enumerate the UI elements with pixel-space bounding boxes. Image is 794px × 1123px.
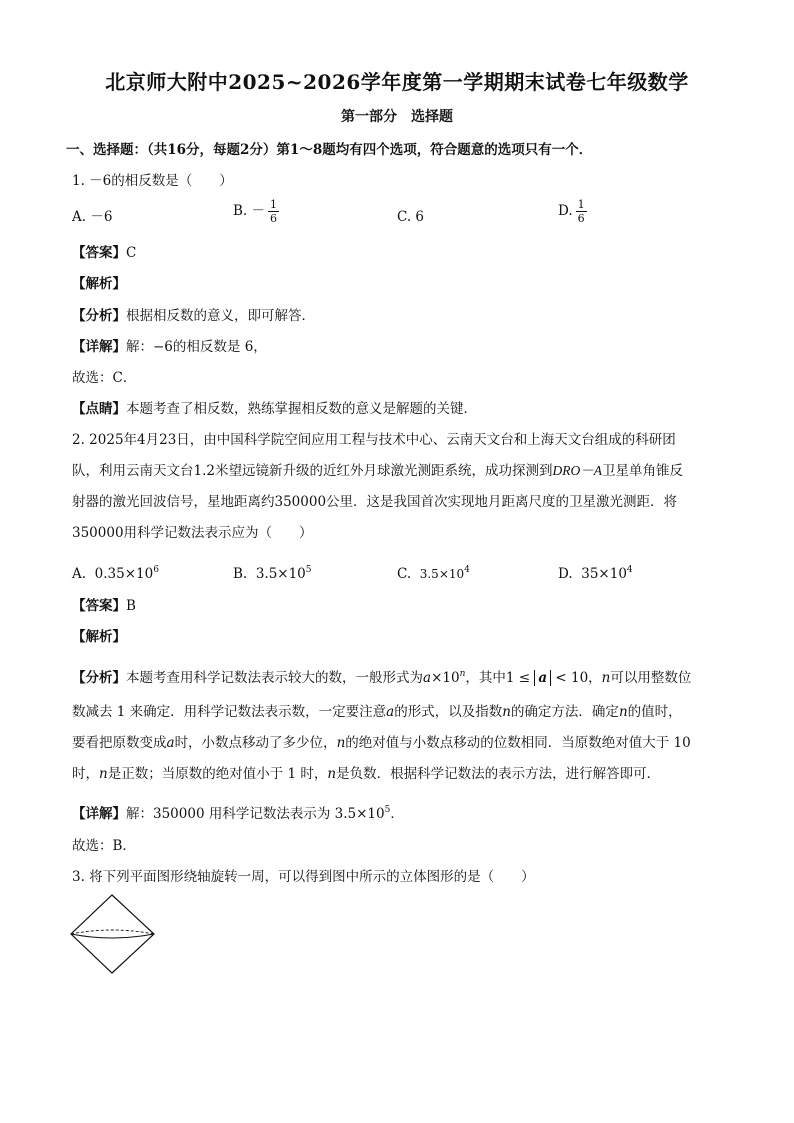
dianjing-tag: 【点睛】 — [72, 401, 126, 417]
math-exponent: n — [459, 669, 466, 679]
xiangjie-end: ． — [390, 806, 404, 822]
option-base: 3.5×10 — [419, 567, 465, 581]
text: 可以用整数位 — [610, 670, 692, 686]
option-exponent: 4 — [626, 565, 633, 575]
dianjing-text: 本题考查了相反数，熟练掌握相反数的意义是解题的关键． — [126, 401, 477, 417]
double-cone-front-edge — [71, 934, 154, 938]
fraction-numerator: 1 — [577, 198, 585, 211]
q2-choice: 故选：B． — [72, 838, 136, 854]
q2-answer — [72, 596, 136, 616]
q1-option-b-fraction — [268, 198, 279, 225]
option-exponent: 5 — [305, 565, 312, 575]
fraction-denominator: 6 — [270, 212, 278, 225]
q1-option-d-label: D. — [558, 203, 573, 219]
q2-option-b — [233, 560, 312, 584]
q2-stem-line4: 350000用科学记数法表示应为（ ） — [72, 525, 313, 541]
text: ，其中1 ≤ — [465, 670, 535, 686]
abs-value: a — [534, 670, 551, 686]
xiangjie-tag: 【详解】 — [72, 339, 126, 355]
math-var: a — [166, 735, 175, 751]
text: 的确定方法．确定 — [510, 704, 619, 720]
xiangjie-text: 解：−6的相反数是 6， — [126, 339, 267, 355]
math-var: n — [327, 766, 337, 782]
q2-option-c — [397, 560, 470, 584]
q2-analysis-tag: 【解析】 — [72, 629, 126, 645]
q1-option-a: A. －6 — [72, 209, 113, 225]
fenxi-tag: 【分析】 — [72, 308, 126, 324]
q2-fenxi-line1 — [72, 664, 691, 688]
q1-option-d-fraction — [576, 198, 587, 225]
math-var: n — [618, 704, 628, 720]
q2-option-d — [558, 560, 633, 584]
math-var: n — [502, 704, 511, 720]
answer-tag: 【答案】 — [72, 245, 126, 261]
math-var: n — [336, 735, 346, 751]
q2-stem-line2 — [72, 461, 683, 481]
xiangjie-exponent: 5 — [384, 805, 391, 815]
text: 是负数．根据科学记数法的表示方法，进行解答即可． — [336, 766, 661, 782]
text: 是正数；当原数的绝对值小于 1 时， — [107, 766, 328, 782]
q2-satellite-name: DRO－A — [552, 463, 602, 478]
xiangjie-tag: 【详解】 — [72, 806, 126, 822]
q2-fenxi-line2 — [72, 702, 682, 722]
q2-stem-line3: 射器的激光回波信号，星地距离约350000公里．这是我国首次实现地月距离尺度的卫星激光测距．将 — [72, 494, 678, 510]
option-label: D. — [558, 566, 573, 582]
math-var: n — [99, 766, 108, 782]
text: 时，小数点移动了多少位， — [174, 735, 337, 751]
answer-value: B — [126, 598, 136, 614]
double-cone-hidden-edge — [71, 930, 154, 934]
option-exponent: 4 — [464, 565, 470, 575]
q2-stem-line1: 2. 2025年4月23日，由中国科学院空间应用工程与技术中心、云南天文台和上海天文台组成的科研团 — [72, 432, 676, 448]
double-cone-figure — [68, 892, 158, 976]
text: < 10， — [551, 670, 602, 686]
text: ×10 — [431, 670, 460, 686]
fraction-numerator: 1 — [270, 198, 278, 211]
text: 的绝对值与小数点移动的位数相同．当原数绝对值大于 10 — [345, 735, 691, 751]
part-heading: 第一部分 选择题 — [341, 109, 453, 125]
q2-stem-line2-c: 卫星单角锥反 — [601, 463, 683, 479]
q1-answer — [72, 243, 136, 263]
text: 的形式，以及指数 — [394, 704, 503, 720]
option-exponent: 6 — [153, 565, 159, 575]
answer-tag: 【答案】 — [72, 598, 126, 614]
q1-stem: 1. －6的相反数是（ ） — [72, 173, 233, 189]
xiangjie-text: 解：350000 用科学记数法表示为 3.5×10 — [126, 806, 385, 822]
text: 时， — [72, 766, 99, 782]
q2-xiangjie — [72, 800, 404, 824]
option-label: B. — [233, 566, 248, 582]
option-base: 35×10 — [581, 566, 627, 582]
q1-dianjing — [72, 399, 477, 419]
q2-fenxi-line3 — [72, 733, 691, 753]
q3-stem: 3. 将下列平面图形绕轴旋转一周，可以得到图中所示的立体图形的是（ ） — [72, 869, 535, 885]
fenxi-text: 根据相反数的意义，即可解答． — [126, 308, 315, 324]
q2-stem-line2-a: 队，利用云南天文台1.2米望远镜新升级的近红外月球激光测距系统，成功探测到 — [72, 463, 553, 479]
q1-xiangjie — [72, 337, 267, 357]
page-title: 北京师大附中2025~2026学年度第一学期期末试卷七年级数学 — [105, 70, 689, 94]
option-label: A. — [72, 566, 87, 582]
q2-option-a — [72, 560, 159, 584]
fraction-denominator: 6 — [577, 212, 585, 225]
fenxi-tag: 【分析】 — [72, 670, 126, 686]
text: 本题考查用科学记数法表示较大的数，一般形式为 — [126, 670, 423, 686]
option-base: 0.35×10 — [94, 566, 154, 582]
option-label: C. — [397, 566, 412, 582]
double-cone-outline — [71, 895, 154, 973]
text: 的值时， — [627, 704, 682, 720]
q1-option-c: C. 6 — [397, 209, 425, 225]
q1-option-b-label: B. － — [233, 203, 266, 219]
math-var: a — [423, 670, 432, 686]
q1-fenxi — [72, 306, 315, 326]
q1-analysis-tag: 【解析】 — [72, 276, 126, 292]
answer-value: C — [126, 245, 137, 261]
q1-option-d — [558, 198, 587, 225]
text: 要看把原数变成 — [72, 735, 167, 751]
q2-fenxi-line4 — [72, 764, 660, 784]
option-base: 3.5×10 — [255, 566, 306, 582]
section-heading: 一、选择题：（共16分，每题2分）第1～8题均有四个选项，符合题意的选项只有一个． — [66, 142, 593, 158]
q1-choice: 故选：C． — [72, 370, 137, 386]
text: 数减去 1 来确定．用科学记数法表示数，一定要注意 — [72, 704, 387, 720]
math-var: a — [386, 704, 395, 720]
q1-option-b — [233, 198, 279, 225]
math-var: n — [601, 670, 611, 686]
